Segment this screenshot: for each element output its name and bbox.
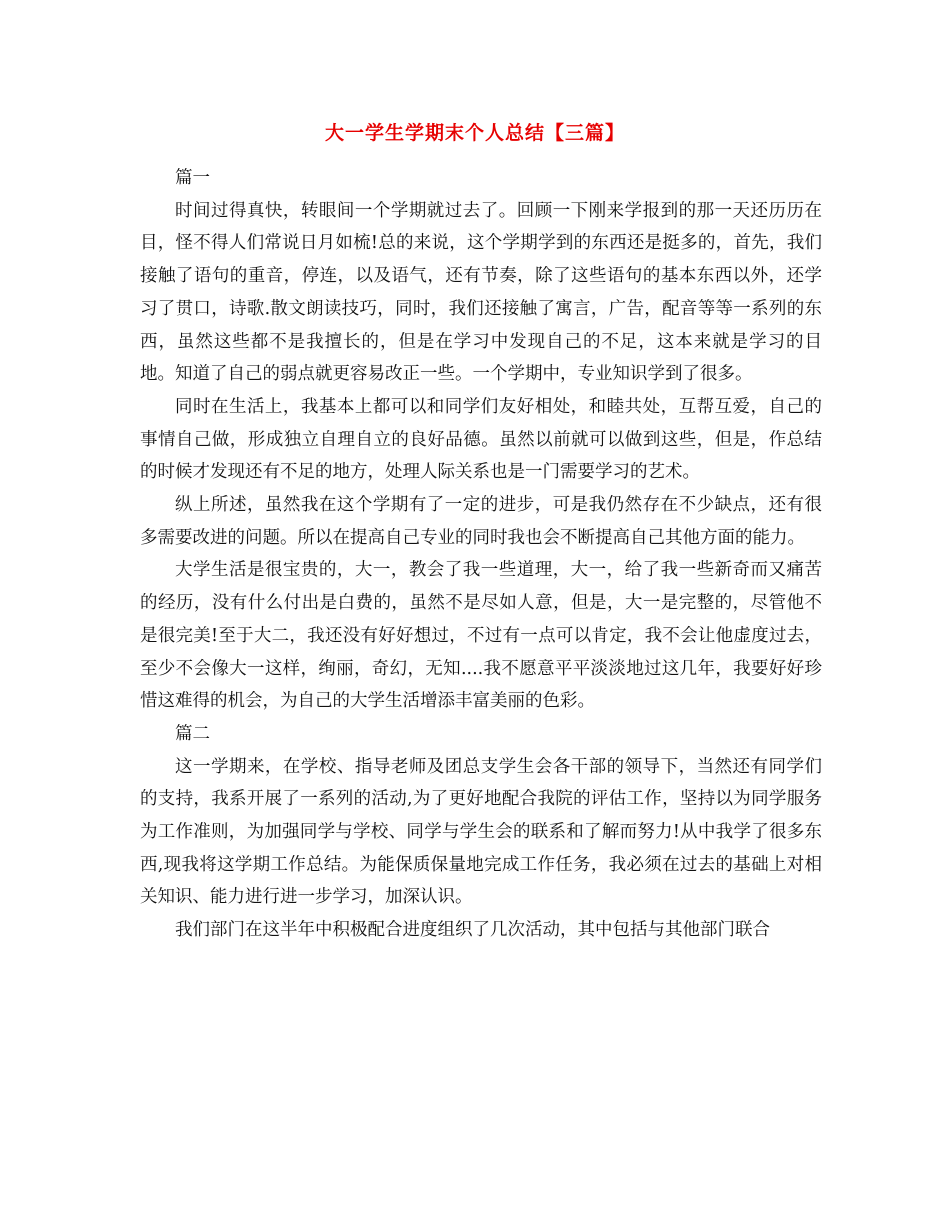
paragraph: 我们部门在这半年中积极配合进度组织了几次活动，其中包括与其他部门联合	[175, 920, 770, 941]
document-body	[140, 162, 822, 947]
paragraph: 纵上所述，虽然我在这个学期有了一定的进步，可是我仍然存在不少缺点，还有很多需要改进的问题。所以在提高自己专业的同时我也会不断提高自己其他方面的能力。	[140, 495, 822, 548]
document-title: 大一学生学期末个人总结【三篇】	[324, 122, 625, 144]
paragraph: 大学生活是很宝贵的，大一，教会了我一些道理，大一，给了我一些新奇而又痛苦的经历，没有什么付出是白费的，虽然不是尽如人意，但是，大一是完整的，尽管他不是很完美!至于大二，我还没有好好想过，不过有一点可以肯定，我不会让他虚度过去，至少不会像大一这样，绚丽，奇幻，无知....我不愿意平平淡淡地过这几年，我要好好珍惜这难得的机会，为自己的大学生活增添丰富美丽的色彩。	[140, 560, 822, 712]
paragraph: 同时在生活上，我基本上都可以和同学们友好相处，和睦共处，互帮互爱，自己的事情自己做，形成独立自理自立的良好品德。虽然以前就可以做到这些，但是，作总结的时候才发现还有不足的地方，处理人际关系也是一门需要学习的艺术。	[140, 396, 822, 483]
paragraph: 时间过得真快，转眼间一个学期就过去了。回顾一下刚来学报到的那一天还历历在目，怪不得人们常说日月如梳!总的来说，这个学期学到的东西还是挺多的，首先，我们接触了语句的重音，停连，以及语气，还有节奏，除了这些语句的基本东西以外，还学习了贯口，诗歌.散文朗读技巧，同时，我们还接触了寓言，广告，配音等等一系列的东西，虽然这些都不是我擅长的，但是在学习中发现自己的不足，这本来就是学习的目地。知道了自己的弱点就更容易改正一些。一个学期中，专业知识学到了很多。	[140, 200, 822, 385]
paragraph: 这一学期来，在学校、指导老师及团总支学生会各干部的领导下，当然还有同学们的支持，我系开展了一系列的活动,为了更好地配合我院的评估工作，坚持以为同学服务为工作准则，为加强同学与学校、同学与学生会的联系和了解而努力!从中我学了很多东西,现我将这学期工作总结。为能保质保量地完成工作任务，我必须在过去的基础上对相关知识、能力进行进一步学习，加深认识。	[140, 756, 822, 908]
section-heading-1: 篇一	[175, 168, 210, 188]
section-heading-2: 篇二	[175, 723, 210, 744]
